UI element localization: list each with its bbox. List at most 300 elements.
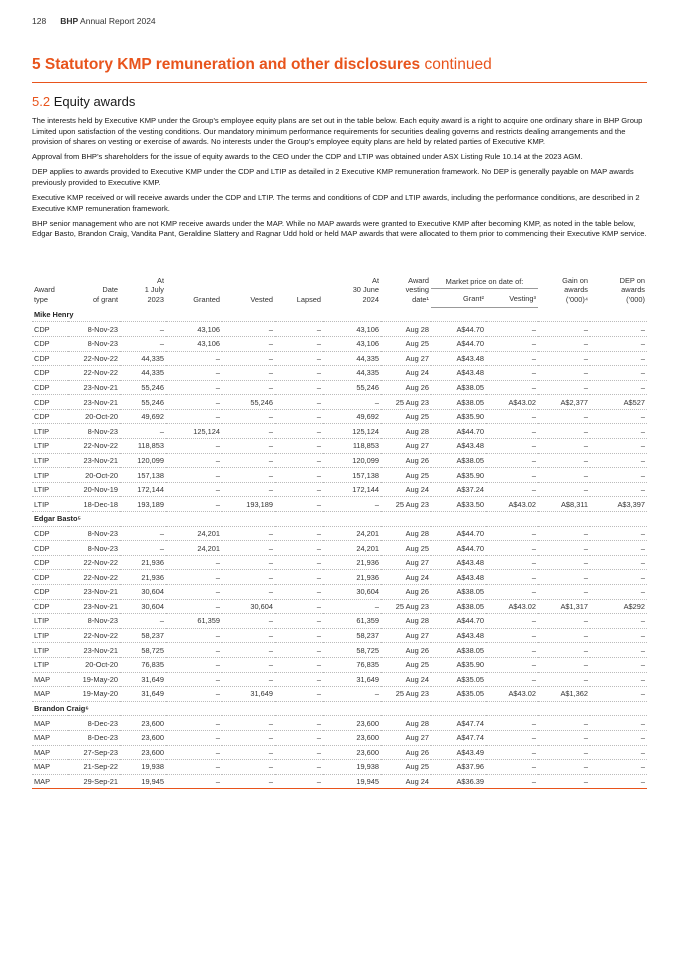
table-cell: – xyxy=(222,614,275,629)
table-cell: – xyxy=(166,497,222,512)
paragraph: Approval from BHP’s shareholders for the issue of equity awards to the CEO under the CDP and LTIP was obtained under ASX Listing Rule 10.14 at the 2023 AGM. xyxy=(32,152,583,162)
table-cell: 23-Nov-21 xyxy=(68,585,120,600)
table-cell: – xyxy=(275,716,323,731)
table-cell: – xyxy=(166,555,222,570)
table-cell: 193,189 xyxy=(120,497,166,512)
table-row xyxy=(32,599,647,614)
table-cell: Aug 25 xyxy=(381,409,431,424)
table-cell: – xyxy=(166,409,222,424)
table-cell: LTIP xyxy=(32,628,68,643)
table-cell: – xyxy=(222,336,275,351)
table-cell: – xyxy=(538,380,590,395)
table-cell: – xyxy=(275,322,323,337)
table-row xyxy=(32,745,647,760)
table-cell: 21,936 xyxy=(120,570,166,585)
table-cell: – xyxy=(486,716,538,731)
table-cell: – xyxy=(120,526,166,541)
table-cell: – xyxy=(222,322,275,337)
table-cell: – xyxy=(275,687,323,702)
table-cell: 30,604 xyxy=(222,599,275,614)
table-cell: – xyxy=(538,439,590,454)
table-cell: 55,246 xyxy=(120,395,166,410)
table-cell: 76,835 xyxy=(323,657,381,672)
table-cell: – xyxy=(538,745,590,760)
table-cell: – xyxy=(166,453,222,468)
table-cell: 44,335 xyxy=(323,351,381,366)
table-cell: – xyxy=(222,570,275,585)
table-cell: – xyxy=(538,614,590,629)
table-cell: – xyxy=(222,468,275,483)
table-cell: – xyxy=(222,643,275,658)
table-cell: – xyxy=(222,526,275,541)
table-cell: – xyxy=(590,541,647,556)
table-cell: – xyxy=(538,774,590,789)
table-cell: 157,138 xyxy=(120,468,166,483)
table-cell: 30,604 xyxy=(323,585,381,600)
table-cell: Aug 26 xyxy=(381,643,431,658)
table-cell: A$38.05 xyxy=(431,453,486,468)
table-cell: – xyxy=(486,614,538,629)
table-cell: 23,600 xyxy=(323,716,381,731)
table-row xyxy=(32,395,647,410)
table-cell: LTIP xyxy=(32,497,68,512)
table-cell: 18-Dec-18 xyxy=(68,497,120,512)
table-cell: – xyxy=(538,336,590,351)
table-cell: – xyxy=(590,628,647,643)
table-cell: 22-Nov-22 xyxy=(68,555,120,570)
table-cell: 58,725 xyxy=(120,643,166,658)
table-cell: A$1,317 xyxy=(538,599,590,614)
page-number: 128 xyxy=(32,16,47,26)
table-cell: Aug 27 xyxy=(381,628,431,643)
table-cell: – xyxy=(590,643,647,658)
person-name: Mike Henry xyxy=(32,307,647,322)
table-cell: – xyxy=(486,380,538,395)
table-cell: 43,106 xyxy=(166,322,222,337)
table-cell: – xyxy=(486,745,538,760)
table-cell: – xyxy=(275,672,323,687)
table-cell: – xyxy=(275,570,323,585)
table-cell: – xyxy=(538,643,590,658)
table-cell: – xyxy=(166,439,222,454)
table-cell: – xyxy=(590,570,647,585)
table-cell: – xyxy=(486,643,538,658)
table-cell: A$43.48 xyxy=(431,570,486,585)
table-cell: A$43.48 xyxy=(431,555,486,570)
table-cell: – xyxy=(486,336,538,351)
table-cell: A$47.74 xyxy=(431,716,486,731)
table-cell: 8-Nov-23 xyxy=(68,541,120,556)
table-cell: – xyxy=(166,716,222,731)
page-header xyxy=(32,16,156,26)
table-cell: Aug 26 xyxy=(381,380,431,395)
table-cell: A$8,311 xyxy=(538,497,590,512)
person-name: Brandon Craig⁶ xyxy=(32,701,647,716)
table-cell: Aug 24 xyxy=(381,482,431,497)
table-cell: 19-May-20 xyxy=(68,687,120,702)
table-cell: – xyxy=(222,628,275,643)
table-cell: – xyxy=(590,424,647,439)
table-cell: – xyxy=(590,409,647,424)
table-cell: – xyxy=(275,774,323,789)
table-cell: – xyxy=(590,322,647,337)
table-cell: CDP xyxy=(32,336,68,351)
table-cell: Aug 25 xyxy=(381,541,431,556)
person-name: Edgar Basto⁵ xyxy=(32,512,647,527)
table-cell: A$3,397 xyxy=(590,497,647,512)
table-cell: – xyxy=(590,672,647,687)
table-cell: – xyxy=(275,395,323,410)
table-cell: 8-Nov-23 xyxy=(68,322,120,337)
table-cell: CDP xyxy=(32,570,68,585)
table-cell: – xyxy=(222,760,275,775)
table-cell: – xyxy=(486,468,538,483)
table-cell: – xyxy=(590,526,647,541)
table-cell: 20-Oct-20 xyxy=(68,468,120,483)
table-cell: A$43.48 xyxy=(431,439,486,454)
table-cell: – xyxy=(166,585,222,600)
table-row xyxy=(32,716,647,731)
col-dep-on-awards: DEP on awards (’000) xyxy=(619,276,645,304)
table-cell: – xyxy=(486,570,538,585)
table-cell: 58,725 xyxy=(323,643,381,658)
table-cell: – xyxy=(486,482,538,497)
table-cell: 30,604 xyxy=(120,585,166,600)
table-cell: – xyxy=(275,482,323,497)
table-cell: – xyxy=(222,439,275,454)
table-cell: 23-Nov-21 xyxy=(68,395,120,410)
table-cell: 49,692 xyxy=(120,409,166,424)
table-cell: MAP xyxy=(32,730,68,745)
table-cell: Aug 27 xyxy=(381,730,431,745)
table-cell: – xyxy=(590,716,647,731)
table-cell: – xyxy=(222,366,275,381)
subsection-title xyxy=(32,94,135,109)
table-cell: 19,938 xyxy=(323,760,381,775)
table-cell: Aug 28 xyxy=(381,322,431,337)
table-cell: A$1,362 xyxy=(538,687,590,702)
col-award-type: Award type xyxy=(34,285,55,304)
table-cell: LTIP xyxy=(32,439,68,454)
table-cell: – xyxy=(538,672,590,687)
table-cell: A$43.49 xyxy=(431,745,486,760)
section-title-text: 5 Statutory KMP remuneration and other disclosures xyxy=(32,56,421,73)
table-cell: A$35.05 xyxy=(431,687,486,702)
table-cell: – xyxy=(590,366,647,381)
table-cell: 25 Aug 23 xyxy=(381,497,431,512)
table-cell: 23-Nov-21 xyxy=(68,599,120,614)
table-row xyxy=(32,424,647,439)
col-gain-on-awards: Gain on awards (’000)⁴ xyxy=(562,276,588,304)
table-cell: – xyxy=(486,774,538,789)
table-cell: A$43.48 xyxy=(431,628,486,643)
table-cell: A$35.90 xyxy=(431,657,486,672)
table-row xyxy=(32,439,647,454)
table-cell: – xyxy=(538,482,590,497)
report-name: Annual Report 2024 xyxy=(80,16,156,26)
table-cell: Aug 26 xyxy=(381,745,431,760)
table-cell: 118,853 xyxy=(323,439,381,454)
table-row xyxy=(32,468,647,483)
table-cell: – xyxy=(275,351,323,366)
table-cell: A$47.74 xyxy=(431,730,486,745)
table-cell: – xyxy=(323,599,381,614)
table-cell: 44,335 xyxy=(323,366,381,381)
table-cell: A$33.50 xyxy=(431,497,486,512)
table-cell: – xyxy=(222,541,275,556)
table-cell: – xyxy=(486,657,538,672)
table-cell: CDP xyxy=(32,351,68,366)
table-cell: – xyxy=(275,657,323,672)
table-cell: CDP xyxy=(32,395,68,410)
table-cell: 61,359 xyxy=(323,614,381,629)
table-cell: 23,600 xyxy=(323,730,381,745)
table-cell: 43,106 xyxy=(166,336,222,351)
table-cell: – xyxy=(590,760,647,775)
table-cell: – xyxy=(486,526,538,541)
col-granted: Granted xyxy=(193,294,220,304)
table-cell: 31,649 xyxy=(222,687,275,702)
table-cell: A$527 xyxy=(590,395,647,410)
table-cell: – xyxy=(590,468,647,483)
table-cell: 23-Nov-21 xyxy=(68,380,120,395)
table-row xyxy=(32,526,647,541)
table-cell: Aug 24 xyxy=(381,366,431,381)
table-cell: LTIP xyxy=(32,468,68,483)
paragraph: Executive KMP received or will receive awards under the CDP and LTIP. The terms and conditions of CDP and LTIP awards, including the performance conditions, are described in 2 Executive KMP remuneration framework. xyxy=(32,193,640,213)
table-cell: – xyxy=(590,730,647,745)
table-cell: 118,853 xyxy=(120,439,166,454)
table-cell: 21-Sep-22 xyxy=(68,760,120,775)
table-cell: 25 Aug 23 xyxy=(381,395,431,410)
table-cell: CDP xyxy=(32,555,68,570)
table-cell: – xyxy=(323,497,381,512)
table-cell: – xyxy=(486,628,538,643)
table-cell: 120,099 xyxy=(323,453,381,468)
table-cell: – xyxy=(222,409,275,424)
table-cell: MAP xyxy=(32,774,68,789)
table-cell: – xyxy=(538,716,590,731)
table-cell: 55,246 xyxy=(120,380,166,395)
table-cell: – xyxy=(538,526,590,541)
table-cell: 23-Nov-21 xyxy=(68,453,120,468)
table-cell: A$43.02 xyxy=(486,599,538,614)
table-cell: Aug 24 xyxy=(381,774,431,789)
table-cell: 172,144 xyxy=(323,482,381,497)
table-cell: 8-Dec-23 xyxy=(68,730,120,745)
table-cell: – xyxy=(222,585,275,600)
table-cell: – xyxy=(275,380,323,395)
table-cell: 19-May-20 xyxy=(68,672,120,687)
table-cell: – xyxy=(166,774,222,789)
table-cell: 29-Sep-21 xyxy=(68,774,120,789)
table-cell: – xyxy=(590,482,647,497)
table-cell: MAP xyxy=(32,672,68,687)
table-cell: 125,124 xyxy=(323,424,381,439)
table-cell: – xyxy=(538,468,590,483)
col-award-vesting-date: Award vesting date¹ xyxy=(405,276,429,304)
table-cell: 23-Nov-21 xyxy=(68,643,120,658)
table-cell: 44,335 xyxy=(120,366,166,381)
table-cell: 58,237 xyxy=(120,628,166,643)
table-cell: A$35.90 xyxy=(431,468,486,483)
table-cell: MAP xyxy=(32,745,68,760)
col-lapsed: Lapsed xyxy=(296,294,321,304)
table-cell: 44,335 xyxy=(120,351,166,366)
table-cell: MAP xyxy=(32,760,68,775)
company-name: BHP xyxy=(60,16,79,26)
col-at-1-july: At 1 July 2023 xyxy=(144,276,164,304)
table-cell: Aug 28 xyxy=(381,716,431,731)
paragraph: BHP senior management who are not KMP receive awards under the MAP. While no MAP awards were granted to Executive KMP after becoming KMP, as noted in the table below, Edgar Basto, Brandon Craig, Vandita Pant, Geraldine Slattery and Ragnar Udd hold or held MAP awards that were allocated to them prior to commencing their Executive KMP service. xyxy=(32,218,647,239)
table-cell: Aug 28 xyxy=(381,526,431,541)
table-cell: Aug 25 xyxy=(381,336,431,351)
table-cell: – xyxy=(166,760,222,775)
table-cell: 30,604 xyxy=(120,599,166,614)
table-cell: 22-Nov-22 xyxy=(68,628,120,643)
table-cell: – xyxy=(275,760,323,775)
table-cell: – xyxy=(538,657,590,672)
table-cell: – xyxy=(166,730,222,745)
table-cell: 8-Nov-23 xyxy=(68,424,120,439)
col-group-market-price: Market price on date of: xyxy=(431,276,538,289)
table-cell: – xyxy=(486,672,538,687)
table-cell: – xyxy=(590,657,647,672)
table-cell: 19,945 xyxy=(120,774,166,789)
table-row xyxy=(32,351,647,366)
table-cell: 43,106 xyxy=(323,322,381,337)
table-cell: – xyxy=(590,555,647,570)
table-cell: Aug 28 xyxy=(381,424,431,439)
table-cell: – xyxy=(166,599,222,614)
table-cell: – xyxy=(120,614,166,629)
table-cell: – xyxy=(275,424,323,439)
table-cell: – xyxy=(486,541,538,556)
table-cell: CDP xyxy=(32,541,68,556)
table-row xyxy=(32,628,647,643)
table-cell: A$38.05 xyxy=(431,380,486,395)
table-row xyxy=(32,541,647,556)
table-cell: A$38.05 xyxy=(431,643,486,658)
table-cell: – xyxy=(590,336,647,351)
col-vesting-price: Vesting³ xyxy=(486,289,538,308)
table-cell: – xyxy=(275,468,323,483)
table-cell: A$37.96 xyxy=(431,760,486,775)
table-cell: LTIP xyxy=(32,657,68,672)
table-cell: – xyxy=(486,453,538,468)
table-cell: – xyxy=(166,687,222,702)
table-cell: – xyxy=(166,366,222,381)
table-cell: LTIP xyxy=(32,482,68,497)
table-cell: – xyxy=(590,351,647,366)
table-row xyxy=(32,555,647,570)
table-cell: – xyxy=(275,628,323,643)
table-cell: – xyxy=(538,730,590,745)
table-cell: LTIP xyxy=(32,424,68,439)
table-cell: 21,936 xyxy=(323,555,381,570)
table-cell: – xyxy=(275,745,323,760)
table-cell: A$44.70 xyxy=(431,322,486,337)
table-cell: – xyxy=(275,730,323,745)
table-cell: 21,936 xyxy=(323,570,381,585)
table-cell: Aug 26 xyxy=(381,585,431,600)
table-row xyxy=(32,643,647,658)
table-cell: – xyxy=(166,395,222,410)
table-cell: – xyxy=(166,643,222,658)
table-cell: – xyxy=(166,468,222,483)
table-cell: Aug 25 xyxy=(381,760,431,775)
table-cell: Aug 27 xyxy=(381,439,431,454)
table-row xyxy=(32,614,647,629)
equity-awards-table xyxy=(32,276,647,789)
table-cell: A$44.70 xyxy=(431,336,486,351)
col-vested: Vested xyxy=(250,294,273,304)
table-cell: 22-Nov-22 xyxy=(68,366,120,381)
table-cell: Aug 25 xyxy=(381,468,431,483)
table-cell: 23,600 xyxy=(120,745,166,760)
table-cell: 22-Nov-22 xyxy=(68,439,120,454)
table-cell: A$43.02 xyxy=(486,497,538,512)
table-cell: 55,246 xyxy=(222,395,275,410)
table-cell: MAP xyxy=(32,687,68,702)
table-cell: A$38.05 xyxy=(431,395,486,410)
table-cell: Aug 27 xyxy=(381,555,431,570)
person-group-row xyxy=(32,307,647,322)
table-cell: 31,649 xyxy=(120,672,166,687)
table-row xyxy=(32,409,647,424)
table-cell: – xyxy=(166,351,222,366)
table-cell: – xyxy=(590,439,647,454)
table-cell: – xyxy=(275,526,323,541)
table-cell: – xyxy=(166,482,222,497)
table-cell: – xyxy=(166,628,222,643)
table-cell: CDP xyxy=(32,380,68,395)
table-cell: A$38.05 xyxy=(431,585,486,600)
table-cell: – xyxy=(275,366,323,381)
table-cell: – xyxy=(590,380,647,395)
table-row xyxy=(32,657,647,672)
col-at-30-june: At 30 June 2024 xyxy=(352,276,379,304)
table-cell: – xyxy=(486,366,538,381)
intro-paragraphs xyxy=(32,116,647,244)
table-cell: 8-Nov-23 xyxy=(68,336,120,351)
table-cell: MAP xyxy=(32,716,68,731)
table-cell: – xyxy=(222,716,275,731)
col-grant-price: Grant² xyxy=(431,289,486,308)
table-cell: – xyxy=(486,439,538,454)
table-cell: 157,138 xyxy=(323,468,381,483)
table-cell: 76,835 xyxy=(120,657,166,672)
table-cell: – xyxy=(590,687,647,702)
table-cell: Aug 25 xyxy=(381,657,431,672)
table-cell: – xyxy=(275,439,323,454)
table-cell: – xyxy=(486,424,538,439)
table-cell: 20-Oct-20 xyxy=(68,409,120,424)
table-cell: A$35.05 xyxy=(431,672,486,687)
table-row xyxy=(32,482,647,497)
table-cell: – xyxy=(275,585,323,600)
table-row xyxy=(32,453,647,468)
table-cell: – xyxy=(323,395,381,410)
table-cell: – xyxy=(538,570,590,585)
table-cell: – xyxy=(120,424,166,439)
table-cell: A$292 xyxy=(590,599,647,614)
table-cell: – xyxy=(222,482,275,497)
table-cell: 125,124 xyxy=(166,424,222,439)
table-cell: – xyxy=(538,555,590,570)
table-cell: – xyxy=(222,730,275,745)
table-cell: 20-Nov-19 xyxy=(68,482,120,497)
